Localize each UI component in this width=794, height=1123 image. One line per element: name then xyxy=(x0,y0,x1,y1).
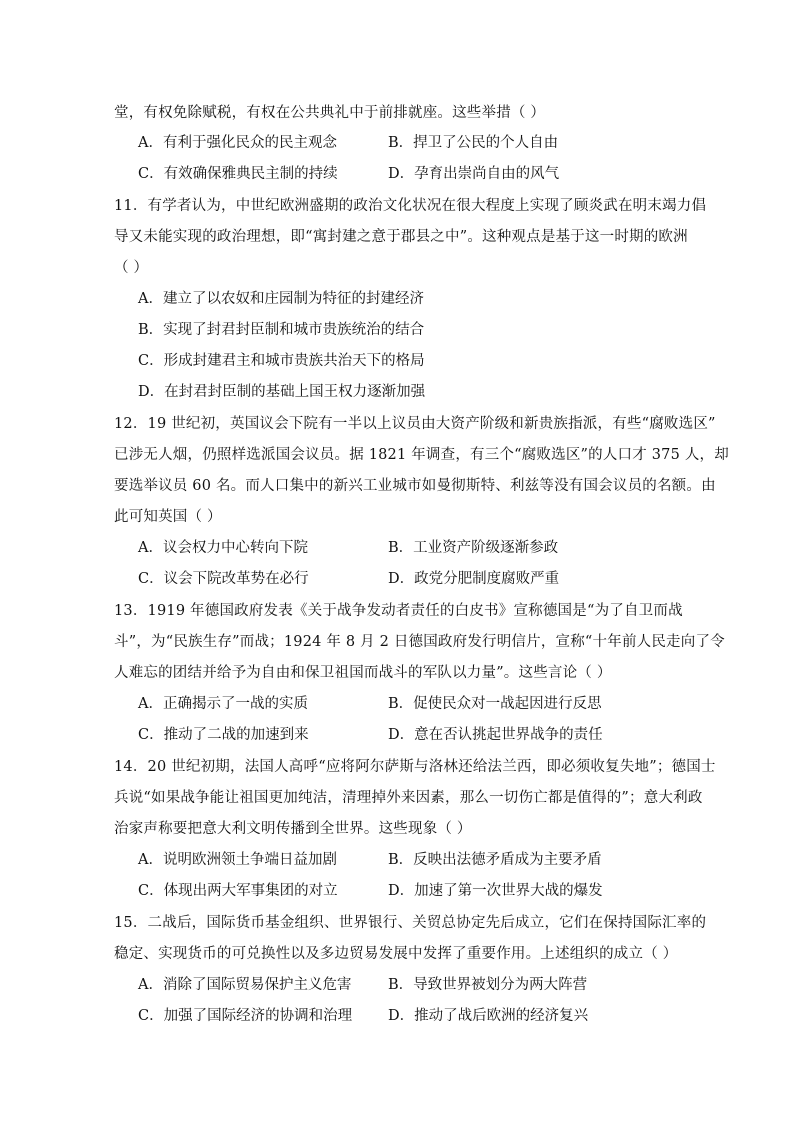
q14-option-c: C．体现出两大军事集团的对立 xyxy=(138,883,338,899)
q11-stem-line-1: 11．有学者认为，中世纪欧洲盛期的政治文化状况在很大程度上实现了顾炎武在明末竭力倡 xyxy=(114,198,707,214)
q10-option-b: B．捍卫了公民的个人自由 xyxy=(388,135,559,151)
q15-stem-line-2: 稳定、实现货币的可兑换性以及多边贸易发展中发挥了重要作用。上述组织的成立（ ） xyxy=(114,946,678,962)
q15-option-c: C．加强了国际经济的协调和治理 xyxy=(138,1008,353,1024)
q12-option-b: B．工业资产阶级逐渐参政 xyxy=(388,540,559,556)
q10-option-a: A．有利于强化民众的民主观念 xyxy=(138,135,337,151)
q11-option-c: C．形成封建君主和城市贵族共治天下的格局 xyxy=(138,353,425,369)
q12-stem-line-1: 12．19 世纪初，英国议会下院有一半以上议员由大资产阶级和新贵族指派，有些“腐败选区” xyxy=(114,416,716,432)
q11-stem-line-3: （ ） xyxy=(114,260,149,276)
q14-stem-line-2: 兵说“如果战争能让祖国更加纯洁，清理掉外来因素，那么一切伤亡都是值得的”；意大利政 xyxy=(114,790,703,806)
q10-option-c: C．有效确保雅典民主制的持续 xyxy=(138,166,338,182)
q14-option-b: B．反映出法德矛盾成为主要矛盾 xyxy=(388,852,602,868)
q15-option-a: A．消除了国际贸易保护主义危害 xyxy=(138,977,352,993)
q12-stem-line-3: 要选举议员 60 名。而人口集中的新兴工业城市如曼彻斯特、利兹等没有国会议员的名额。由 xyxy=(114,478,716,494)
q14-option-d: D．加速了第一次世界大战的爆发 xyxy=(388,883,603,899)
q11-option-a: A．建立了以农奴和庄园制为特征的封建经济 xyxy=(138,291,424,307)
q15-option-d: D．推动了战后欧洲的经济复兴 xyxy=(388,1008,589,1024)
q13-option-c: C．推动了二战的加速到来 xyxy=(138,727,309,743)
q15-option-b: B．导致世界被划分为两大阵营 xyxy=(388,977,588,993)
q12-stem-line-2: 已涉无人烟，仍照样选派国会议员。据 1821 年调查，有三个“腐败选区”的人口才 375 人，却 xyxy=(114,447,729,463)
q14-stem-line-1: 14．20 世纪初期，法国人高呼“应将阿尔萨斯与洛林还给法兰西，即必须收复失地”；德国士 xyxy=(114,759,716,775)
q10-stem-tail: 堂，有权免除赋税，有权在公共典礼中于前排就座。这些举措（ ） xyxy=(114,105,546,121)
q13-option-b: B．促使民众对一战起因进行反思 xyxy=(388,696,602,712)
q14-option-a: A．说明欧洲领土争端日益加剧 xyxy=(138,852,337,868)
q12-option-c: C．议会下院改革势在必行 xyxy=(138,571,309,587)
q11-stem-line-2: 导又未能实现的政治理想，即“寓封建之意于郡县之中”。这种观点是基于这一时期的欧洲 xyxy=(114,229,688,245)
q13-stem-line-2: 斗”，为“民族生存”而战；1924 年 8 月 2 日德国政府发行明信片，宣称“十年前人民走向了令 xyxy=(114,634,725,650)
q14-stem-line-3: 治家声称要把意大利文明传播到全世界。这些现象（ ） xyxy=(114,821,472,837)
q12-stem-line-4: 此可知英国（ ） xyxy=(114,509,222,525)
q13-stem-line-1: 13．1919 年德国政府发表《关于战争发动者责任的白皮书》宣称德国是“为了自卫而战 xyxy=(114,603,683,619)
q13-option-a: A．正确揭示了一战的实质 xyxy=(138,696,308,712)
q15-stem-line-1: 15．二战后，国际货币基金组织、世界银行、关贸总协定先后成立，它们在保持国际汇率的 xyxy=(114,915,707,931)
q12-option-d: D．政党分肥制度腐败严重 xyxy=(388,571,560,587)
q13-option-d: D．意在否认挑起世界战争的责任 xyxy=(388,727,603,743)
q11-option-b: B．实现了封君封臣制和城市贵族统治的结合 xyxy=(138,322,425,338)
q13-stem-line-3: 人难忘的团结并给予为自由和保卫祖国而战斗的军队以力量”。这些言论（ ） xyxy=(114,665,612,681)
q12-option-a: A．议会权力中心转向下院 xyxy=(138,540,308,556)
q10-option-d: D．孕育出崇尚自由的风气 xyxy=(388,166,560,182)
q11-option-d: D．在封君封臣制的基础上国王权力逐渐加强 xyxy=(138,384,426,400)
